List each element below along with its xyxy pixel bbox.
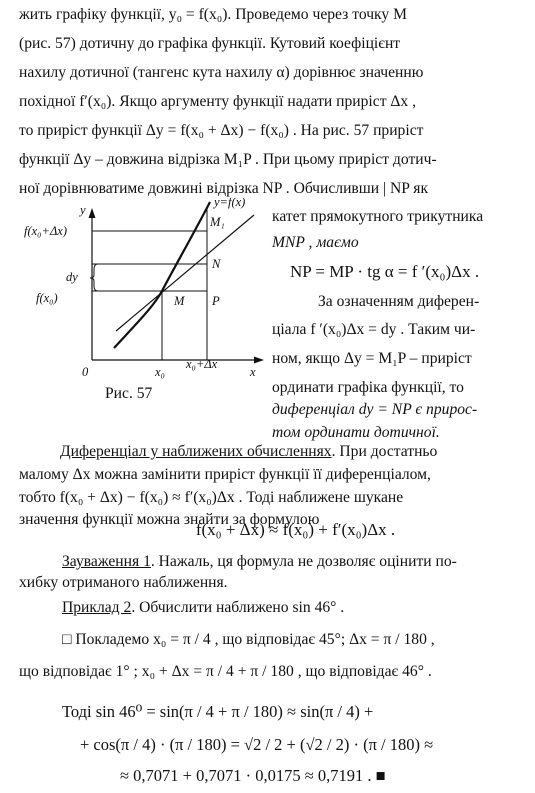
tangent-figure xyxy=(22,198,272,383)
y-label-dy: dy xyxy=(66,270,78,284)
approx-formula-text: f(x₀ + Δx) ≈ f(x₀) + f′(x₀)Δx . xyxy=(195,520,396,539)
section-line-4: значення функції можна знайти за формулою xyxy=(19,511,320,528)
example-line-1 xyxy=(0,598,535,618)
point-label-m1: M₁ xyxy=(210,215,225,229)
dy-brace xyxy=(90,264,98,291)
calc-line-2: + cos(π / 4) · (π / 180) = √2 / 2 + (√2 / 2) · (π / 180) ≈ xyxy=(80,735,434,754)
figure-caption: Рис. 57 xyxy=(105,385,153,402)
y-label-f-x0: f(x₀) xyxy=(36,291,58,305)
section-line-2: малому Δx можна замінити приріст функції її диференціалом, xyxy=(19,466,431,483)
right-line-7: ординати графіка функції, то xyxy=(272,379,464,396)
calc-line-3: ≈ 0,7071 + 0,7071 · 0,0175 ≈ 0,7191 . ■ xyxy=(120,766,386,785)
right-line-9: том ординати дотичної. xyxy=(272,424,440,441)
text-line-6: функції Δy – довжина відрізка M₁P . При цьому приріст дотич- xyxy=(19,151,437,168)
origin-label: 0 xyxy=(82,365,89,379)
text-line-4: похідної f′(x₀). Якщо аргументу функції надати приріст Δx , xyxy=(19,93,417,110)
y-axis-label: y xyxy=(80,203,86,217)
point-label-p: P xyxy=(212,294,220,308)
tangent-line xyxy=(116,215,254,331)
right-line-6: ном, якщо Δy = M₁P – приріст xyxy=(272,350,472,367)
right-line-5: ціала f ′(x₀)Δx = dy . Таким чи- xyxy=(272,321,476,338)
right-formula-np: NP = MP · tg α = f ′(x₀)Δx . xyxy=(290,262,480,281)
example-line-3: що відповідає 1° ; x₀ + Δx = π / 4 + π / 180 , що відповідає 46° . xyxy=(19,663,432,680)
text-line-2: (рис. 57) дотичну до графіка функції. Кутовий коефіцієнт xyxy=(19,35,401,52)
point-label-n: N xyxy=(212,257,221,271)
right-line-4: За означенням диферен- xyxy=(318,293,480,310)
example-rest: . Обчислити наближено sin 46° . xyxy=(131,599,345,616)
remark-line-2: хибку отриманого наближення. xyxy=(19,574,228,591)
text-line-5: то приріст функції Δy = f(x₀ + Δx) − f(x₀) . На рис. 57 приріст xyxy=(19,122,424,139)
text-line-7: ної дорівнюватиме довжині відрізка NP . Обчисливши | NP як xyxy=(19,180,429,197)
calc-line-1: Тоді sin 46⁰ = sin(π / 4 + π / 180) ≈ sin(π / 4) + xyxy=(62,702,374,721)
x-axis-arrow xyxy=(254,357,264,364)
remark-rest: . Нажаль, ця формула не дозволяє оцінити по- xyxy=(150,553,457,570)
right-line-8a: диференціал dy = NP xyxy=(272,401,412,418)
approx-formula xyxy=(0,520,535,540)
x-label-x0: x₀ xyxy=(155,365,165,379)
text-line-3: нахилу дотичної (тангенс кута нахилу α) дорівнює значенню xyxy=(19,64,424,81)
example-label: Приклад 2 xyxy=(62,599,132,616)
text-line-1: жить графіку функції, y₀ = f(x₀). Проведемо через точку M xyxy=(19,6,407,23)
right-line-8b: є прирос- xyxy=(411,401,478,418)
right-line-8 xyxy=(272,400,532,420)
point-label-m: M xyxy=(174,294,185,308)
y-label-f-x0-dx: f(x₀+Δx) xyxy=(24,224,68,238)
section-line-3: тобто f(x₀ + Δx) − f(x₀) ≈ f′(x₀)Δx . Тоді наближене шукане xyxy=(19,489,404,506)
section-heading-underlined: Диференціал у наближених обчисленнях xyxy=(60,443,332,460)
remark-label: Зауваження 1 xyxy=(62,553,151,570)
y-axis-arrow xyxy=(89,208,96,218)
right-line-2: MNP , маємо xyxy=(272,234,359,251)
example-line-2: □ Покладемо x₀ = π / 4 , що відповідає 45°; Δx = π / 180 , xyxy=(62,631,435,648)
section-heading-rest: . При достатньо xyxy=(331,443,438,460)
curve-label: y=f(x) xyxy=(214,198,246,209)
section-heading xyxy=(0,442,535,462)
right-line-1: катет прямокутного трикутника xyxy=(272,208,484,225)
x-axis-label: x xyxy=(250,365,256,379)
remark-line-1 xyxy=(0,552,535,572)
x-label-x0-dx: x₀+Δx xyxy=(186,357,218,371)
